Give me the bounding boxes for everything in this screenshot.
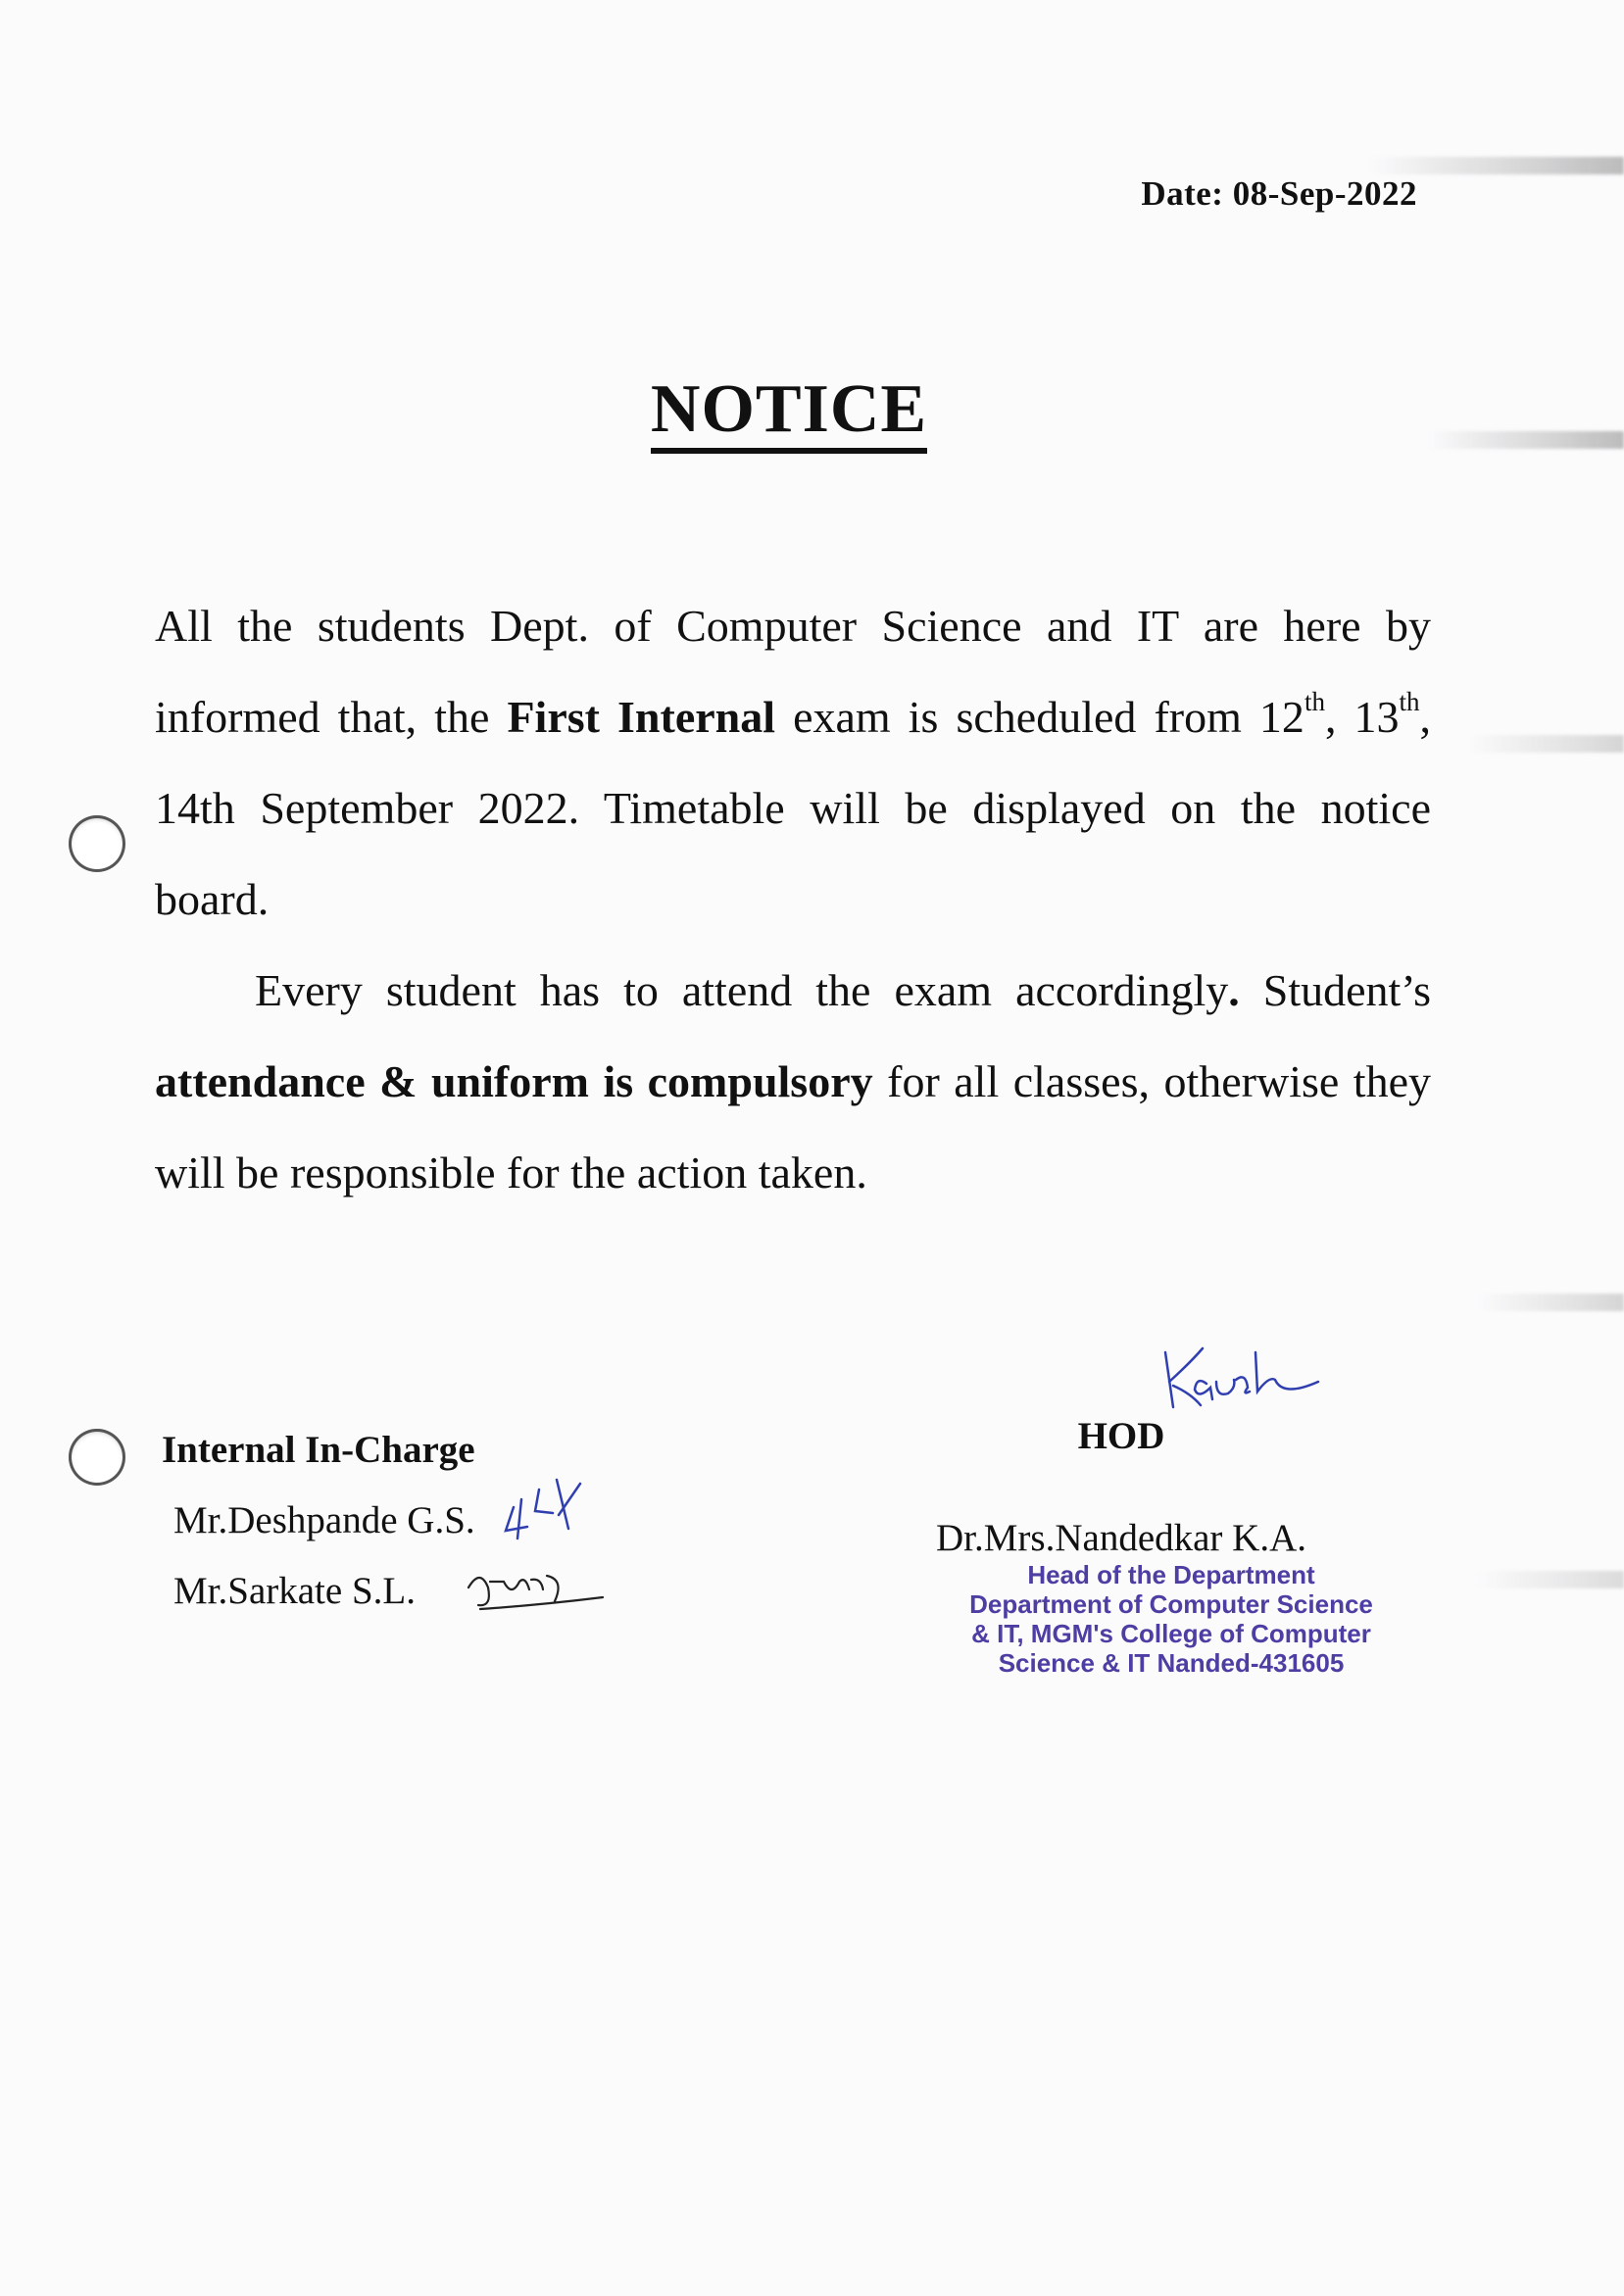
punch-hole	[69, 1429, 125, 1486]
internal-in-charge-block	[162, 1415, 475, 1627]
notice-date	[1141, 174, 1417, 214]
bold-text: attendance & uniform is compulsory	[155, 1056, 873, 1106]
signatory-name: Mr.Deshpande G.S.	[173, 1499, 475, 1541]
date-value: 08-Sep-2022	[1232, 174, 1417, 213]
stamp-line: Head of the Department	[1027, 1560, 1315, 1589]
scan-artifact	[1477, 1571, 1624, 1588]
paragraph-2	[155, 945, 1431, 1218]
paragraph-1	[155, 580, 1431, 945]
scan-artifact	[1477, 1294, 1624, 1311]
punch-hole	[69, 815, 125, 872]
stamp-line: Science & IT Nanded-431605	[998, 1648, 1345, 1678]
title-text: NOTICE	[651, 373, 927, 454]
page-title	[0, 370, 1578, 454]
signature-sarkate	[461, 1558, 608, 1627]
bold-text: .	[1228, 965, 1240, 1015]
scan-artifact	[1467, 735, 1624, 753]
text-span: exam is scheduled from 12	[775, 692, 1304, 742]
date-label: Date:	[1141, 174, 1224, 213]
hod-name: Dr.Mrs.Nandedkar K.A.	[936, 1517, 1307, 1559]
signature-deshpande	[500, 1470, 608, 1548]
text-span: Every student has to attend the exam accordingly	[255, 965, 1229, 1015]
notice-body	[155, 580, 1431, 1218]
text-span: All the students Dept. of Computer Science and IT are here by informed that, the	[155, 601, 1431, 742]
internal-in-charge-heading: Internal In-Charge	[162, 1429, 475, 1471]
signatory-name: Mr.Sarkate S.L.	[173, 1570, 416, 1612]
superscript: th	[1399, 686, 1420, 716]
hod-block	[936, 1407, 1387, 1678]
scan-artifact	[1369, 157, 1624, 174]
text-span: , 13	[1324, 692, 1400, 742]
text-span: Student’s	[1239, 965, 1431, 1015]
bold-text: First Internal	[507, 692, 776, 742]
superscript: th	[1304, 686, 1325, 716]
text-span: for all classes, otherwise they will be responsible for the action taken.	[155, 1056, 1431, 1197]
text-span: , 14th September 2022. Timetable will be displayed on the notice board.	[155, 692, 1432, 924]
department-stamp	[956, 1560, 1387, 1678]
hod-heading: HOD	[1077, 1415, 1165, 1457]
stamp-line: Department of Computer Science	[969, 1589, 1373, 1619]
stamp-line: & IT, MGM's College of Computer	[971, 1619, 1371, 1648]
